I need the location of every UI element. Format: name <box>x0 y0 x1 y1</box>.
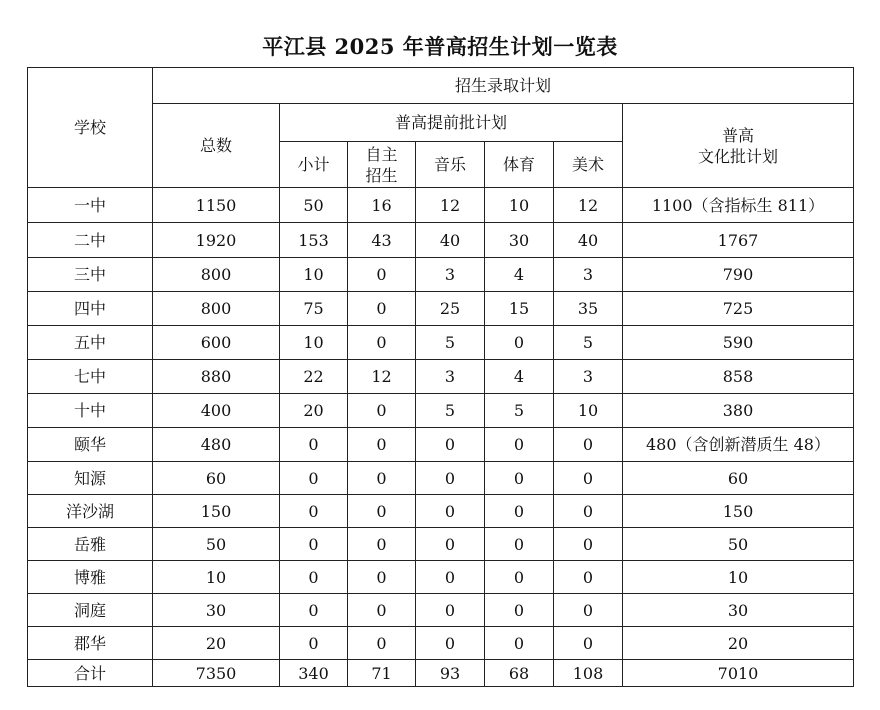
independent-cell: 12 <box>348 360 416 394</box>
school-cell: 一中 <box>28 188 153 223</box>
art-cell: 0 <box>554 428 623 462</box>
sports-cell: 0 <box>485 528 554 561</box>
sports-cell: 0 <box>485 561 554 594</box>
sports-cell: 0 <box>485 462 554 495</box>
subtotal-cell: 0 <box>280 495 348 528</box>
art-cell: 0 <box>554 561 623 594</box>
header-independent-line1: 自主 <box>365 144 398 164</box>
art-cell: 3 <box>554 258 623 292</box>
independent-cell: 0 <box>348 594 416 627</box>
music-cell: 0 <box>416 462 485 495</box>
art-cell: 0 <box>554 594 623 627</box>
totals-row <box>28 660 854 687</box>
school-cell: 十中 <box>28 394 153 428</box>
table-row <box>28 188 854 223</box>
subtotal-cell: 10 <box>280 326 348 360</box>
sports-cell: 5 <box>485 394 554 428</box>
independent-cell: 0 <box>348 627 416 660</box>
subtotal-cell: 153 <box>280 223 348 258</box>
header-independent-line2: 招生 <box>365 165 398 185</box>
culture-cell: 1767 <box>623 223 854 258</box>
school-cell: 博雅 <box>28 561 153 594</box>
totals-independent: 71 <box>348 660 416 687</box>
total-cell: 880 <box>153 360 280 394</box>
subtotal-cell: 22 <box>280 360 348 394</box>
table-row <box>28 394 854 428</box>
school-cell: 二中 <box>28 223 153 258</box>
independent-cell: 0 <box>348 462 416 495</box>
culture-cell: 858 <box>623 360 854 394</box>
music-cell: 0 <box>416 428 485 462</box>
header-art: 美术 <box>554 142 623 188</box>
total-cell: 60 <box>153 462 280 495</box>
header-early-batch: 普高提前批计划 <box>280 104 623 142</box>
art-cell: 10 <box>554 394 623 428</box>
independent-cell: 0 <box>348 258 416 292</box>
music-cell: 0 <box>416 528 485 561</box>
art-cell: 0 <box>554 627 623 660</box>
totals-music: 93 <box>416 660 485 687</box>
school-cell: 洋沙湖 <box>28 495 153 528</box>
table-row <box>28 428 854 462</box>
header-school: 学校 <box>28 68 153 188</box>
culture-cell: 790 <box>623 258 854 292</box>
table-row <box>28 326 854 360</box>
total-cell: 10 <box>153 561 280 594</box>
table-row <box>28 495 854 528</box>
subtotal-cell: 0 <box>280 594 348 627</box>
totals-subtotal: 340 <box>280 660 348 687</box>
independent-cell: 16 <box>348 188 416 223</box>
art-cell: 5 <box>554 326 623 360</box>
art-cell: 40 <box>554 223 623 258</box>
header-culture-batch <box>623 104 854 188</box>
sports-cell: 0 <box>485 495 554 528</box>
header-subtotal: 小计 <box>280 142 348 188</box>
totals-label: 合计 <box>28 660 153 687</box>
music-cell: 0 <box>416 495 485 528</box>
subtotal-cell: 0 <box>280 561 348 594</box>
independent-cell: 0 <box>348 561 416 594</box>
table-row <box>28 462 854 495</box>
art-cell: 35 <box>554 292 623 326</box>
subtotal-cell: 20 <box>280 394 348 428</box>
total-cell: 480 <box>153 428 280 462</box>
table-row <box>28 528 854 561</box>
subtotal-cell: 75 <box>280 292 348 326</box>
music-cell: 0 <box>416 594 485 627</box>
school-cell: 洞庭 <box>28 594 153 627</box>
art-cell: 0 <box>554 462 623 495</box>
school-cell: 郡华 <box>28 627 153 660</box>
sports-cell: 4 <box>485 258 554 292</box>
independent-cell: 0 <box>348 326 416 360</box>
sports-cell: 0 <box>485 594 554 627</box>
subtotal-cell: 0 <box>280 627 348 660</box>
culture-cell: 10 <box>623 561 854 594</box>
art-cell: 3 <box>554 360 623 394</box>
culture-cell: 150 <box>623 495 854 528</box>
culture-cell: 380 <box>623 394 854 428</box>
art-cell: 0 <box>554 495 623 528</box>
culture-cell: 480（含创新潜质生 48） <box>623 428 854 462</box>
school-cell: 四中 <box>28 292 153 326</box>
music-cell: 3 <box>416 258 485 292</box>
table-row <box>28 627 854 660</box>
total-cell: 150 <box>153 495 280 528</box>
total-cell: 30 <box>153 594 280 627</box>
enrollment-plan-table <box>27 67 854 687</box>
school-cell: 颐华 <box>28 428 153 462</box>
independent-cell: 0 <box>348 394 416 428</box>
totals-total: 7350 <box>153 660 280 687</box>
art-cell: 0 <box>554 528 623 561</box>
sports-cell: 0 <box>485 326 554 360</box>
independent-cell: 0 <box>348 528 416 561</box>
totals-sports: 68 <box>485 660 554 687</box>
sports-cell: 15 <box>485 292 554 326</box>
music-cell: 0 <box>416 627 485 660</box>
school-cell: 知源 <box>28 462 153 495</box>
table-row <box>28 223 854 258</box>
subtotal-cell: 0 <box>280 462 348 495</box>
header-sports: 体育 <box>485 142 554 188</box>
culture-cell: 725 <box>623 292 854 326</box>
culture-cell: 30 <box>623 594 854 627</box>
culture-cell: 50 <box>623 528 854 561</box>
total-cell: 800 <box>153 258 280 292</box>
music-cell: 25 <box>416 292 485 326</box>
school-cell: 三中 <box>28 258 153 292</box>
school-cell: 岳雅 <box>28 528 153 561</box>
independent-cell: 0 <box>348 292 416 326</box>
music-cell: 5 <box>416 394 485 428</box>
table-row <box>28 561 854 594</box>
total-cell: 600 <box>153 326 280 360</box>
table-row <box>28 292 854 326</box>
music-cell: 40 <box>416 223 485 258</box>
school-cell: 五中 <box>28 326 153 360</box>
header-row-1 <box>28 68 854 104</box>
header-culture-line2: 文化批计划 <box>697 146 778 166</box>
total-cell: 800 <box>153 292 280 326</box>
independent-cell: 43 <box>348 223 416 258</box>
independent-cell: 0 <box>348 428 416 462</box>
total-cell: 400 <box>153 394 280 428</box>
total-cell: 1920 <box>153 223 280 258</box>
independent-cell: 0 <box>348 495 416 528</box>
sports-cell: 0 <box>485 627 554 660</box>
culture-cell: 20 <box>623 627 854 660</box>
culture-cell: 590 <box>623 326 854 360</box>
subtotal-cell: 0 <box>280 528 348 561</box>
total-cell: 50 <box>153 528 280 561</box>
page-title: 平江县 2025 年普高招生计划一览表 <box>262 34 618 59</box>
header-independent <box>348 142 416 188</box>
header-music: 音乐 <box>416 142 485 188</box>
music-cell: 0 <box>416 561 485 594</box>
culture-cell: 1100（含指标生 811） <box>623 188 854 223</box>
table-row <box>28 360 854 394</box>
table-row <box>28 258 854 292</box>
school-cell: 七中 <box>28 360 153 394</box>
music-cell: 5 <box>416 326 485 360</box>
music-cell: 3 <box>416 360 485 394</box>
header-admission-plan: 招生录取计划 <box>153 68 854 104</box>
header-culture-line1: 普高 <box>721 125 754 145</box>
header-total: 总数 <box>153 104 280 188</box>
sports-cell: 10 <box>485 188 554 223</box>
art-cell: 12 <box>554 188 623 223</box>
table-row <box>28 594 854 627</box>
totals-culture: 7010 <box>623 660 854 687</box>
subtotal-cell: 10 <box>280 258 348 292</box>
total-cell: 1150 <box>153 188 280 223</box>
sports-cell: 30 <box>485 223 554 258</box>
totals-art: 108 <box>554 660 623 687</box>
sports-cell: 4 <box>485 360 554 394</box>
music-cell: 12 <box>416 188 485 223</box>
total-cell: 20 <box>153 627 280 660</box>
sports-cell: 0 <box>485 428 554 462</box>
subtotal-cell: 0 <box>280 428 348 462</box>
subtotal-cell: 50 <box>280 188 348 223</box>
culture-cell: 60 <box>623 462 854 495</box>
